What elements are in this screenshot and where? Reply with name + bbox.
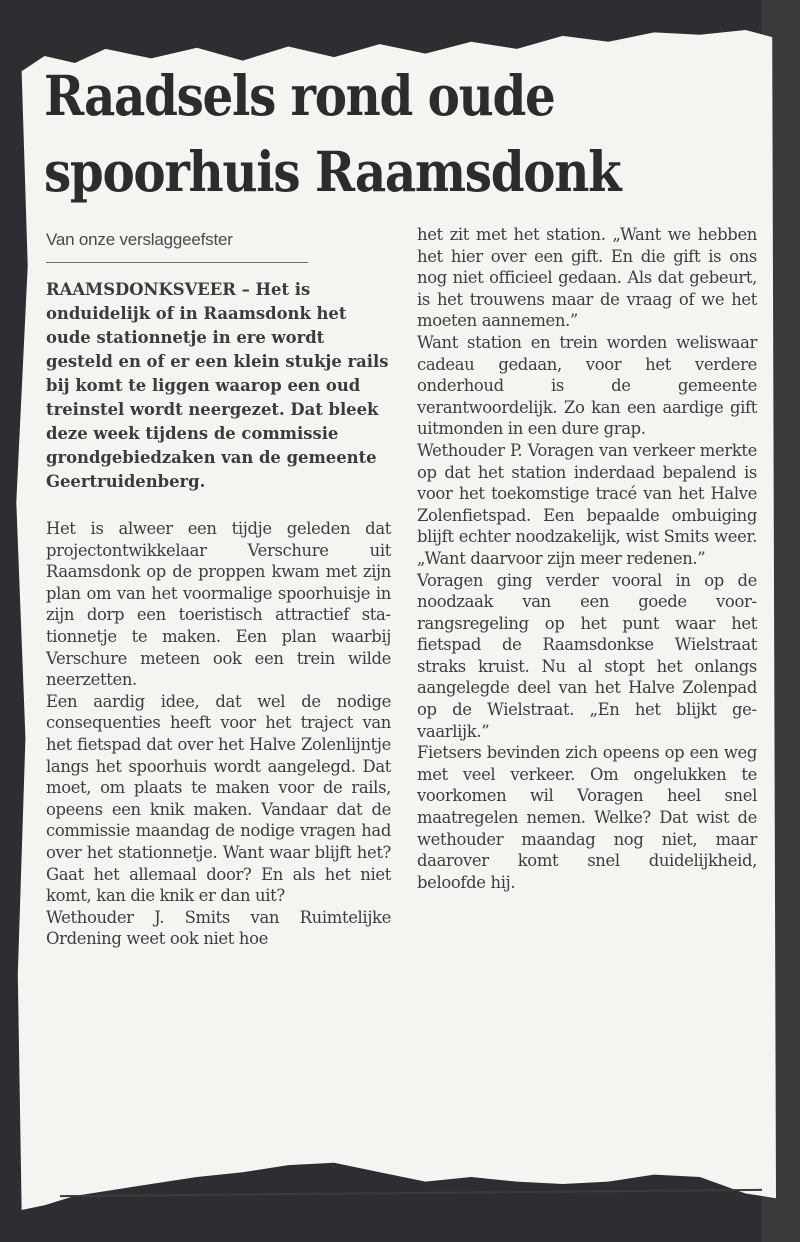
article-lead: RAAMSDONKSVEER – Het is onduidelijk of in Raamsdonk het oude stationnetje in ere wordt gesteld en of er een klein stukje rails bij komt te liggen waarop een oud treinstel wordt neergezet. Dat bleek deze week tijdens de commissie grondgebiedzaken van de gemeente Geertruidenberg. bbox=[46, 280, 389, 491]
article-end-rule bbox=[60, 1189, 762, 1197]
article-paragraph: Fietsers bevinden zich opeens op een weg met veel verkeer. Om ongelukken te voorkomen wil Voragen heel snel maatregelen nemen. Welke? Dat wist de wethouder maandag nog niet, maar daarover komt snel duidelijkheid, beloofde hij. bbox=[417, 743, 757, 892]
article-column-right bbox=[417, 224, 757, 893]
byline-divider bbox=[46, 262, 308, 263]
article-paragraph: Voragen ging verder vooral in op de noodzaak van een goede voorrangsregeling op het punt waar het fietspad de Raamsdonkse Wielstraat straks kruist. Nu al stopt het onlangs aangelegde deel van het Halve Zolenpad op de Wielstraat. „En het blijkt gevaarlijk.” bbox=[417, 570, 757, 741]
article-headline: Raadsels rond oude spoorhuis Raamsdonk bbox=[44, 63, 621, 204]
article-paragraph: Het is alweer een tijdje geleden dat projectontwikkelaar Verschure uit Raamsdonk op de proppen kwam met zijn plan om van het voormalige spoorhuisje in zijn dorp een toeristisch attractief stationnetje te maken. Een plan waarbij Verschure meteen ook een trein wilde neerzetten. bbox=[46, 519, 391, 690]
article-paragraph: Wethouder J. Smits van Ruimtelijke Ordening weet ook niet hoe bbox=[46, 907, 391, 949]
article-paragraph: het zit met het station. „Want we hebben het hier over een gift. En die gift is ons nog niet officieel gedaan. Als dat gebeurt, is het trouwens maar de vraag of we het moeten aannemen.” bbox=[417, 225, 757, 331]
article-byline: Van onze verslaggeefster bbox=[46, 230, 233, 249]
article-paragraph: Want station en trein worden weliswaar cadeau gedaan, voor het verdere onderhoud is de gemeente verantwoordelijk. Zo kan een aardige gift uitmonden in een dure grap. bbox=[417, 332, 757, 439]
article-paragraph: Een aardig idee, dat wel de nodige consequenties heeft voor het traject van het fietspad dat over het Halve Zolenlijntje langs het spoorhuis wordt aangelegd. Dat moet, om plaats te maken voor de rails, opeens een knik maken. Vandaar dat de commissie maandag de nodige vragen had over het stationnetje. Want waar blijft het? Gaat het allemaal door? En als het niet komt, kan die knik er dan uit? bbox=[46, 691, 391, 906]
article-paragraph: Wethouder P. Voragen van verkeer merkte op dat het station inderdaad bepalend is voor het toekomstige tracé van het Halve Zolenfietspad. Een bepaalde ombuiging blijft echter noodzakelijk, wist Smits weer. „Want daarvoor zijn meer redenen.” bbox=[417, 440, 757, 568]
article-column-left bbox=[46, 278, 391, 950]
